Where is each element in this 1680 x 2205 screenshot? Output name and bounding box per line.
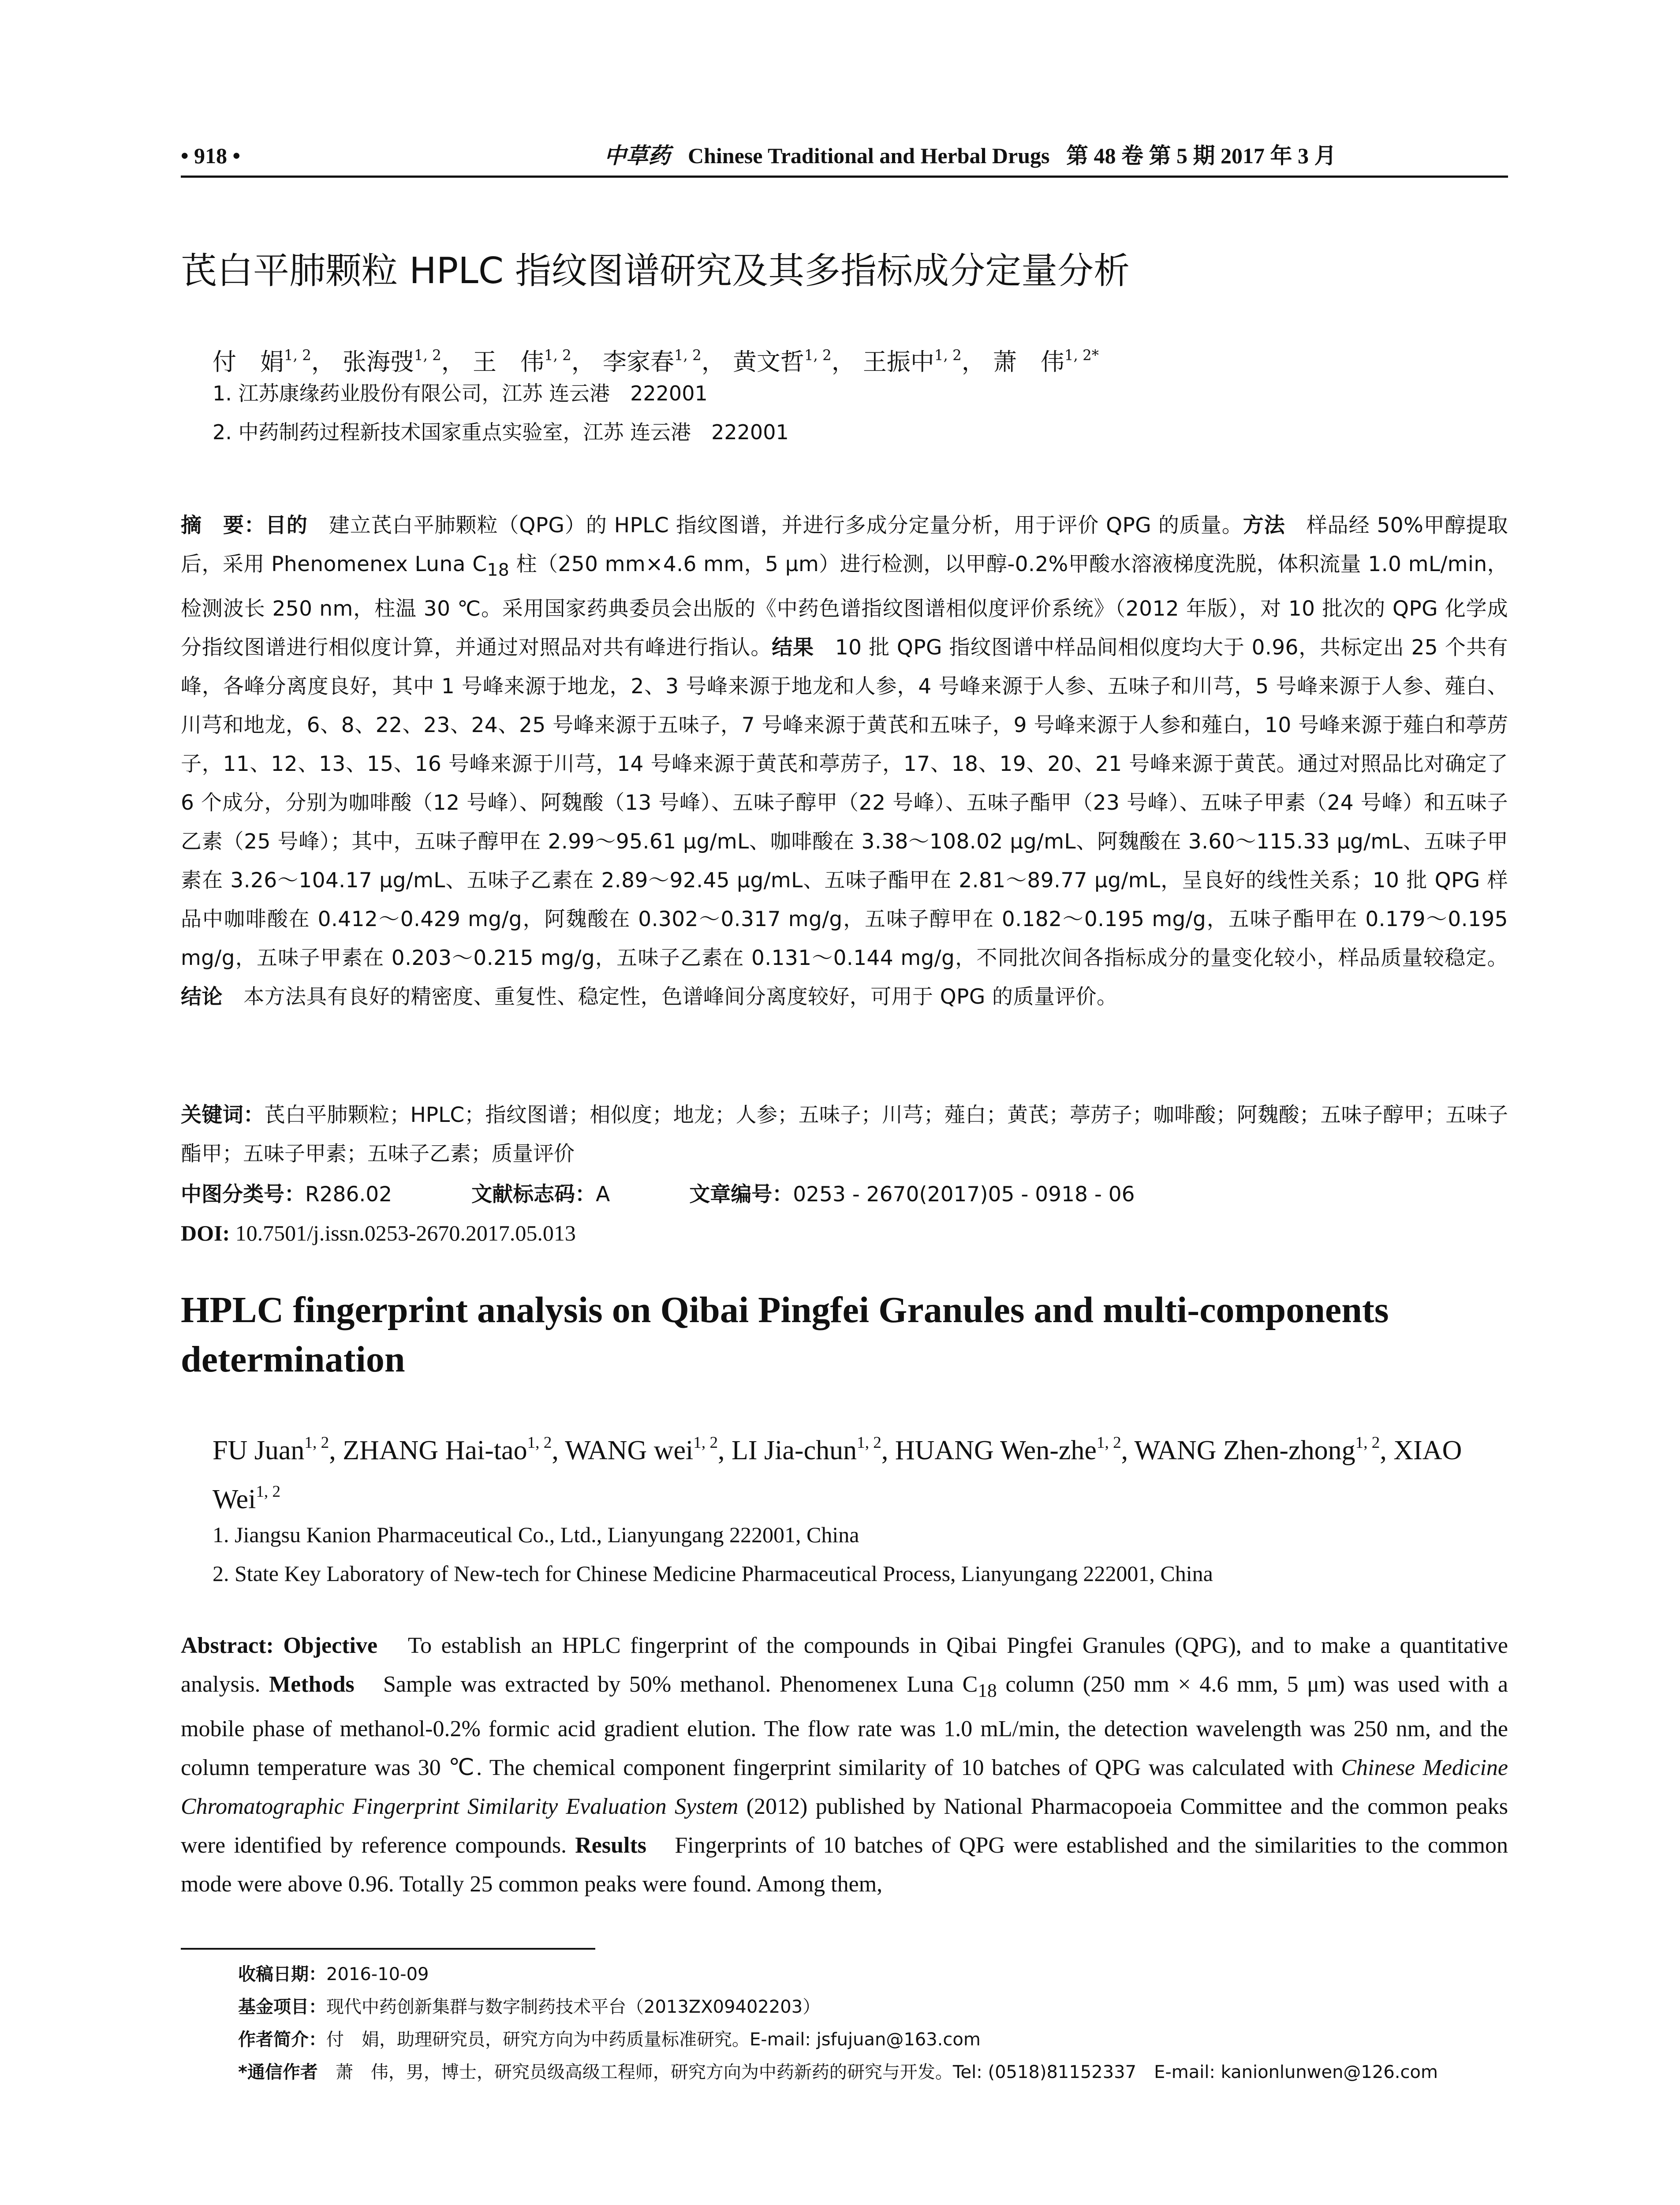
methods-en-text: Sample was extracted by 50% methanol. Phenomenex Luna C — [354, 1672, 978, 1697]
objective-text: 建立芪白平肺颗粒（QPG）的 HPLC 指纹图谱，并进行多成分定量分析，用于评价 QPG 的质量。 — [307, 513, 1243, 538]
header-rule — [181, 176, 1508, 178]
methods-text: 样品经 50%甲醇提取后，采用 Phenomenex Luna C — [181, 513, 1508, 576]
keywords-cn-text: 芪白平肺颗粒；HPLC；指纹图谱；相似度；地龙；人参；五味子；川芎；薤白；黄芪；葶苈子；咖啡酸；阿魏酸；五味子醇甲；五味子酯甲；五味子甲素；五味子乙素；质量评价 — [181, 1103, 1508, 1166]
running-header — [181, 140, 1508, 171]
author-en: HUANG Wen-zhe$^{1, 2}$ — [895, 1434, 1121, 1466]
author-cn: 李家春$^{1, 2}$ — [602, 347, 702, 376]
article-no-label: 文章编号： — [689, 1182, 793, 1207]
results-label: 结果 — [772, 635, 814, 660]
objective-en-text: To establish an HPLC fingerprint of the compounds in Qibai Pingfei Granules (QPG), and to make a quantitative analysis. — [181, 1633, 1508, 1697]
affiliation-cn-2: 2. 中药制药过程新技术国家重点实验室，江苏 连云港 222001 — [213, 420, 789, 444]
methods-en-text-3: (2012) published by National Pharmacopoeia Committee and the common peaks were identified by reference compounds. — [181, 1794, 1508, 1858]
footnote-rule — [181, 1948, 595, 1950]
doc-code-value: A — [596, 1182, 610, 1207]
abstract-cn-label: 摘 要： — [181, 513, 265, 538]
footnote-corresponding: *通信作者 萧 伟，男，博士，研究员级高级工程师，研究方向为中药新药的研究与开发。Tel: (0518)81152337 E-mail: kanionlunwen@126.com — [238, 2062, 1438, 2082]
footnotes — [238, 1958, 1508, 2089]
methods-sub: 18 — [487, 560, 510, 580]
doc-code-label: 文献标志码： — [471, 1182, 596, 1207]
journal-name — [604, 140, 1336, 171]
author-en: FU Juan$^{1, 2}$ — [213, 1434, 329, 1466]
conclusion-text: 本方法具有良好的精密度、重复性、稳定性，色谱峰间分离度较好，可用于 QPG 的质量评价。 — [222, 985, 1118, 1009]
classification-line — [181, 1175, 1508, 1214]
results-en-label: Results — [575, 1833, 647, 1858]
objective-en-label: Objective — [283, 1633, 378, 1658]
affiliation-cn-1: 1. 江苏康缘药业股份有限公司，江苏 连云港 222001 — [213, 381, 708, 405]
author-cn: 黄文哲$^{1, 2}$ — [732, 347, 832, 376]
methods-en-text-2: column (250 mm × 4.6 mm, 5 μm) was used with a mobile phase of methanol-0.2% formic acid gradient elution. The flow rate was 1.0 mL/min, the detection wavelength was 250 nm, and the column temperature was 30 ℃. The chemical component fingerprint similarity of 10 batches of QPG was calculated with — [181, 1672, 1508, 1781]
author-en: WANG Zhen-zhong$^{1, 2}$ — [1134, 1434, 1380, 1466]
author-en: XIAO Wei$^{1, 2}$ — [213, 1435, 1462, 1515]
author-en: LI Jia-chun$^{1, 2}$ — [732, 1434, 881, 1466]
author-cn: 王 伟$^{1, 2}$ — [472, 347, 571, 376]
results-en-text: Fingerprints of 10 batches of QPG were established and the similarities to the common mode were above 0.96. Totally 25 common peaks were found. Among them, — [181, 1833, 1508, 1897]
footnote-author: 作者简介：付 娟，助理研究员，研究方向为中药质量标准研究。E-mail: jsfujuan@163.com — [238, 2029, 981, 2050]
title-en: HPLC fingerprint analysis on Qibai Pingfei Granules and multi-components determination — [181, 1289, 1389, 1380]
author-cn: 张海弢$^{1, 2}$ — [342, 347, 441, 376]
methods-text-2: 柱（250 mm×4.6 mm，5 μm）进行检测，以甲醇-0.2%甲酸水溶液梯度洗脱，体积流量 1.0 mL/min，检测波长 250 nm，柱温 30 ℃。采用国家药典委员会出版的《中药色谱指纹图谱相似度评价系统》（2012 年版），对 10 批次的 QPG 化学成分指纹图谱进行相似度计算，并通过对照品对共有峰进行指认。 — [181, 552, 1508, 660]
methods-en-italic: Chinese Medicine Chromatographic Fingerprint Similarity Evaluation System — [181, 1755, 1508, 1820]
author-en: ZHANG Hai-tao$^{1, 2}$ — [343, 1434, 552, 1466]
affiliation-en-1: 1. Jiangsu Kanion Pharmaceutical Co., Ltd., Lianyungang 222001, China — [213, 1522, 859, 1547]
keywords-cn — [181, 1096, 1508, 1174]
clc-label: 中图分类号： — [181, 1182, 305, 1207]
page-number: • 918 • — [181, 143, 241, 168]
conclusion-label: 结论 — [181, 985, 223, 1009]
abstract-cn — [181, 506, 1508, 1017]
abstract-en-label: Abstract: — [181, 1633, 274, 1658]
results-text: 10 批 QPG 指纹图谱中样品间相似度均大于 0.96，共标定出 25 个共有峰，各峰分离度良好，其中 1 号峰来源于地龙，2、3 号峰来源于地龙和人参，4 号峰来源于人参、五味子和川芎，5 号峰来源于人参、薤白、川芎和地龙，6、8、22、23、24、25 号峰来源于五味子，7 号峰来源于黄芪和五味子，9 号峰来源于人参和薤白，10 号峰来源于薤白和葶苈子，11、12、13、15、16 号峰来源于川芎，14 号峰来源于黄芪和葶苈子，17、18、19、20、21 号峰来源于黄芪。通过对照品比对确定了 6 个成分，分别为咖啡酸（12 号峰）、阿魏酸（13 号峰）、五味子醇甲（22 号峰）、五味子酯甲（23 号峰）、五味子甲素（24 号峰）和五味子乙素（25 号峰）；其中，五味子醇甲在 2.99～95.61 μg/mL、咖啡酸在 3.38～108.02 μg/mL、阿魏酸在 3.60～115.33 μg/mL、五味子甲素在 3.26～104.17 μg/mL、五味子乙素在 2.89～92.45 μg/mL、五味子酯甲在 2.81～89.77 μg/mL，呈良好的线性关系；10 批 QPG 样品中咖啡酸在 0.412～0.429 mg/g，阿魏酸在 0.302～0.317 mg/g，五味子醇甲在 0.182～0.195 mg/g，五味子酯甲在 0.179～0.195 mg/g，五味子甲素在 0.203～0.215 mg/g，五味子乙素在 0.131～0.144 mg/g，不同批次间各指标成分的量变化较小，样品质量较稳定。 — [181, 635, 1508, 971]
author-cn: 付 娟$^{1, 2}$ — [213, 347, 311, 376]
objective-label: 目的 — [265, 513, 308, 538]
methods-label: 方法 — [1243, 513, 1285, 538]
footnote-received: 收稿日期：2016-10-09 — [238, 1964, 429, 1984]
clc-value: R286.02 — [305, 1182, 392, 1207]
journal-name-cn: 中草药 — [604, 143, 670, 168]
methods-en-sub: 18 — [978, 1680, 997, 1701]
footnote-fund: 基金项目：现代中药创新集群与数字制药技术平台（2013ZX09402203） — [238, 1997, 821, 2017]
author-cn: 王振中$^{1, 2}$ — [862, 347, 962, 376]
title-cn: 芪白平肺颗粒 HPLC 指纹图谱研究及其多指标成分定量分析 — [181, 250, 1130, 292]
keywords-cn-label: 关键词： — [181, 1103, 265, 1127]
article-no-value: 0253 - 2670(2017)05 - 0918 - 06 — [793, 1182, 1135, 1207]
journal-issue: 第 48 卷 第 5 期 2017 年 3 月 — [1066, 143, 1337, 168]
author-cn: 萧 伟$^{1, 2*}$ — [993, 347, 1099, 376]
affiliation-en-2: 2. State Key Laboratory of New-tech for Chinese Medicine Pharmaceutical Process, Lianyungang 222001, China — [213, 1561, 1213, 1586]
doi-value: 10.7501/j.issn.0253-2670.2017.05.013 — [235, 1221, 576, 1245]
abstract-en — [181, 1626, 1508, 1904]
methods-en-label: Methods — [269, 1672, 355, 1697]
author-en: WANG wei$^{1, 2}$ — [565, 1434, 718, 1466]
doi-line — [181, 1214, 1508, 1252]
doi-label: DOI: — [181, 1221, 230, 1245]
journal-name-en: Chinese Traditional and Herbal Drugs — [688, 143, 1050, 168]
authors-cn: 付 娟$^{1, 2}$， 张海弢$^{1, 2}$， 王 伟$^{1, 2}$， 李家春$^{1, 2}$， 黄文哲$^{1, 2}$， 王振中$^{1, 2}$， 萧 伟$^{1, 2*}$ — [213, 347, 1099, 376]
authors-en: FU Juan$^{1, 2}$, ZHANG Hai-tao$^{1, 2}$, WANG wei$^{1, 2}$, LI Jia-chun$^{1, 2}$, HUANG Wen-zhe$^{1, 2}$, WANG Zhen-zhong$^{1, 2}$, XIAO Wei$^{1, 2}$ — [213, 1434, 1462, 1515]
